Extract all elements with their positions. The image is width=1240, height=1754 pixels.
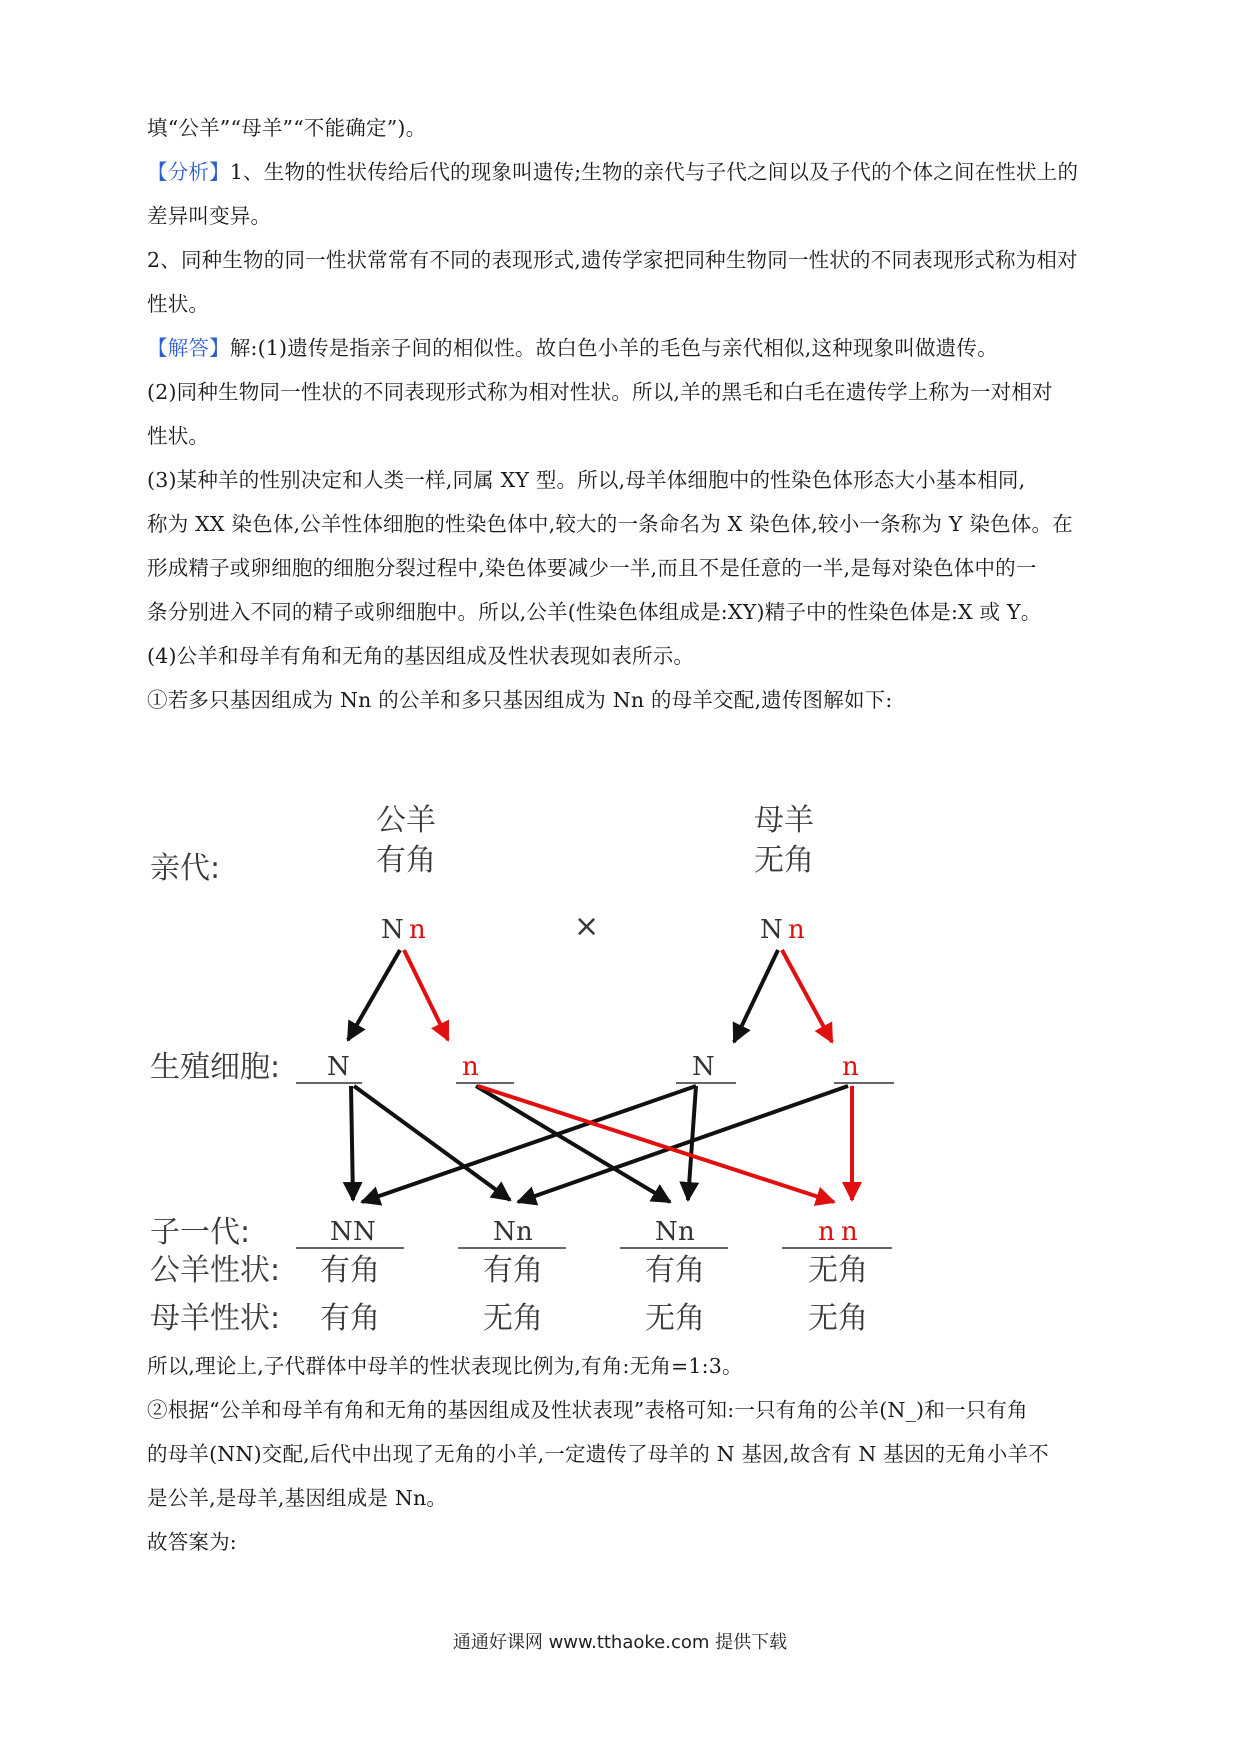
text-line-10: 称为 XX 染色体,公羊性体细胞的性染色体中,较大的一条命名为 X 染色体,较小一条称为 Y 染色体。在 xyxy=(147,512,1073,536)
arrow-female-to-N xyxy=(734,950,778,1042)
page-footer: 通通好课网 www.tthaoke.com 提供下载 xyxy=(452,1632,788,1653)
cross-symbol: × xyxy=(574,909,600,944)
arrow-N-to-Nn xyxy=(354,1086,510,1200)
answer-line: 【解答】解:(1)遗传是指亲子间的相似性。故白色小羊的毛色与亲代相似,这种现象叫做遗传。 xyxy=(147,336,998,360)
offspring-2-allele-1: N xyxy=(493,1217,516,1247)
text-line-3: 差异叫变异。 xyxy=(147,204,272,228)
offspring-3-allele-1: N xyxy=(655,1217,678,1247)
offspring-3-allele-2: n xyxy=(678,1217,695,1247)
offspring-4-allele-1: n xyxy=(818,1217,835,1247)
analysis-tag: 【分析】 xyxy=(147,160,230,184)
text-line-15: 所以,理论上,子代群体中母羊的性状表现比例为,有角:无角=1:3。 xyxy=(147,1354,743,1378)
arrow-male-to-n xyxy=(404,950,448,1040)
male-trait-row-label: 公羊性状: xyxy=(150,1253,281,1288)
f1-row-label: 子一代: xyxy=(150,1215,251,1250)
offspring-1-allele-1: N xyxy=(330,1217,353,1247)
female-parent-label: 母羊 xyxy=(754,803,814,838)
male-parent-trait: 有角 xyxy=(376,843,436,878)
offspring-4-female-trait: 无角 xyxy=(808,1301,868,1336)
offspring-3-female-trait: 无角 xyxy=(645,1301,705,1336)
male-genotype-n: n xyxy=(409,915,426,945)
text-line-7: (2)同种生物同一性状的不同表现形式称为相对性状。所以,羊的黑毛和白毛在遗传学上称为一对相对 xyxy=(147,380,1053,404)
text-line-1: 填“公羊”“母羊”“不能确定”)。 xyxy=(147,116,427,140)
female-trait-row-label: 母羊性状: xyxy=(150,1301,281,1336)
arrow-male-to-N xyxy=(348,950,400,1040)
offspring-4-male-trait: 无角 xyxy=(808,1253,868,1288)
gamete-row-label: 生殖细胞: xyxy=(150,1050,281,1085)
gamete-female-N: N xyxy=(692,1052,715,1082)
offspring-2-female-trait: 无角 xyxy=(483,1301,543,1336)
offspring-3-male-trait: 有角 xyxy=(645,1253,705,1288)
text-line-8: 性状。 xyxy=(147,424,210,448)
offspring-1-male-trait: 有角 xyxy=(320,1253,380,1288)
offspring-1-female-trait: 有角 xyxy=(320,1301,380,1336)
female-parent-trait: 无角 xyxy=(754,843,814,878)
text-line-16: ②根据“公羊和母羊有角和无角的基因组成及性状表现”表格可知:一只有角的公羊(N_)和一只有角 xyxy=(147,1398,1028,1422)
gamete-male-n: n xyxy=(462,1052,479,1082)
text-line-5: 性状。 xyxy=(147,292,210,316)
male-genotype-N: N xyxy=(381,915,404,945)
male-parent-label: 公羊 xyxy=(376,803,436,838)
text-line-13: (4)公羊和母羊有角和无角的基因组成及性状表现如表所示。 xyxy=(147,644,695,668)
offspring-2-allele-2: n xyxy=(516,1217,533,1247)
offspring-4-allele-2: n xyxy=(841,1217,858,1247)
text-line-9: (3)某种羊的性别决定和人类一样,同属 XY 型。所以,母羊体细胞中的性染色体形态大小基本相同, xyxy=(147,468,1026,492)
offspring-1-allele-2: N xyxy=(353,1217,376,1247)
text-line-14: ①若多只基因组成为 Nn 的公羊和多只基因组成为 Nn 的母羊交配,遗传图解如下: xyxy=(147,688,893,712)
text-line-4: 2、同种生物的同一性状常常有不同的表现形式,遗传学家把同种生物同一性状的不同表现形式称为相对 xyxy=(147,248,1078,272)
offspring-2-male-trait: 有角 xyxy=(483,1253,543,1288)
parent-row-label: 亲代: xyxy=(150,851,221,886)
gamete-male-N: N xyxy=(327,1052,350,1082)
arrow-N-to-NN xyxy=(351,1086,353,1200)
text-line-18: 是公羊,是母羊,基因组成是 Nn。 xyxy=(147,1486,448,1510)
text-line-11: 形成精子或卵细胞的细胞分裂过程中,染色体要减少一半,而且不是任意的一半,是每对染色体中的一 xyxy=(147,556,1037,580)
text-line-19: 故答案为: xyxy=(147,1530,237,1554)
text-line-17: 的母羊(NN)交配,后代中出现了无角的小羊,一定遗传了母羊的 N 基因,故含有 N 基因的无角小羊不 xyxy=(147,1442,1049,1466)
female-genotype-N: N xyxy=(760,915,783,945)
analysis-line: 【分析】1、生物的性状传给后代的现象叫遗传;生物的亲代与子代之间以及子代的个体之间在性状上的 xyxy=(147,160,1079,184)
female-genotype-n: n xyxy=(788,915,805,945)
arrow-n-to-Nn xyxy=(518,1086,848,1202)
text-line-12: 条分别进入不同的精子或卵细胞中。所以,公羊(性染色体组成是:XY)精子中的性染色体是:X 或 Y。 xyxy=(147,600,1042,624)
arrow-female-to-n xyxy=(782,950,832,1042)
gamete-female-n: n xyxy=(842,1052,859,1082)
answer-tag: 【解答】 xyxy=(147,336,230,360)
